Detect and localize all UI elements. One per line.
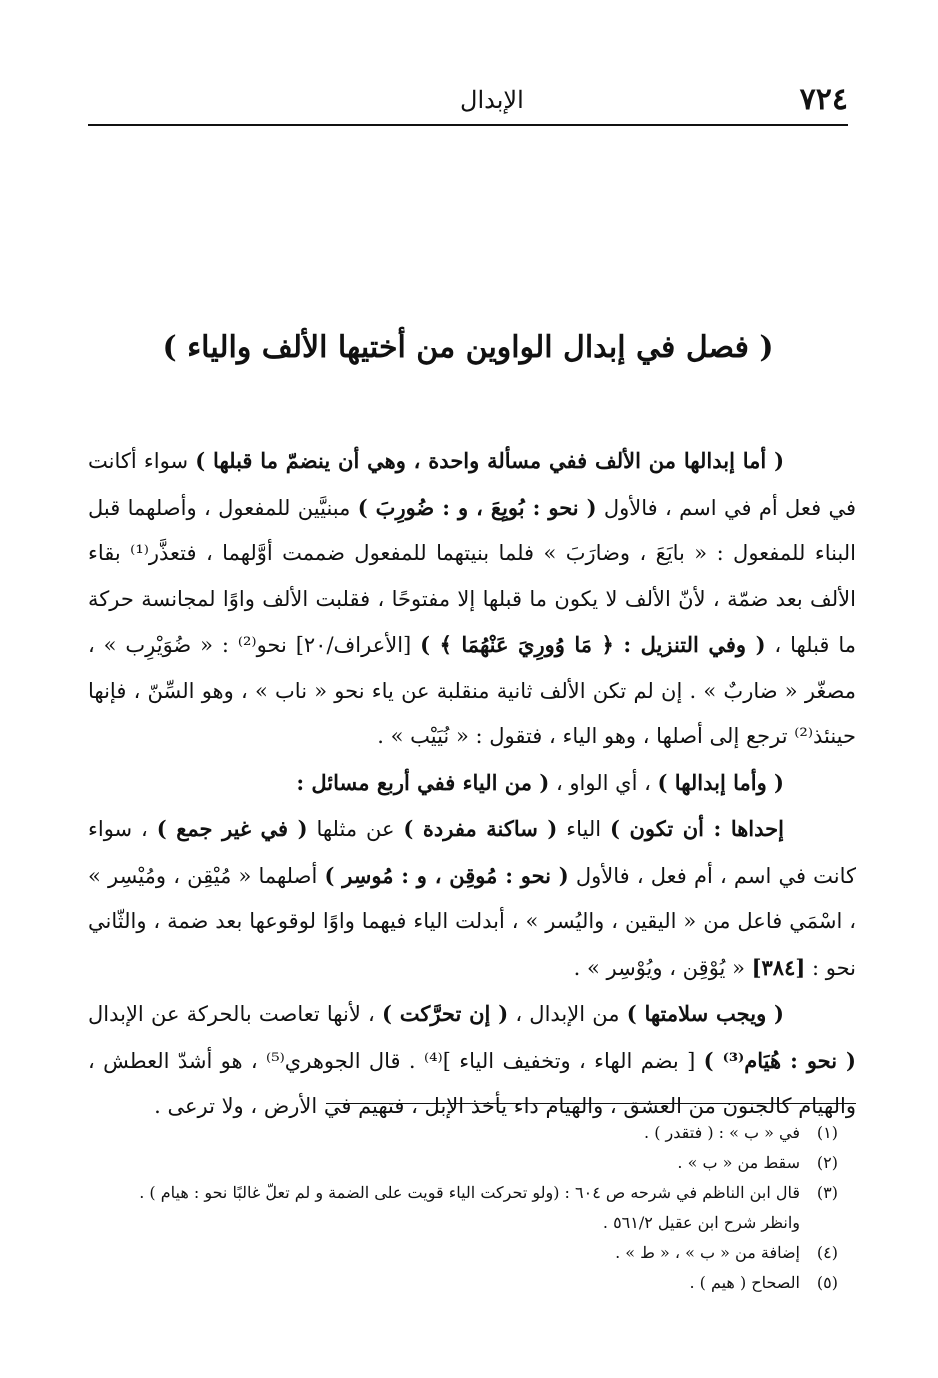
main-text xyxy=(88,438,856,1130)
footnote xyxy=(88,1238,856,1268)
running-title: الإبدال xyxy=(460,86,524,114)
footnote-number: (٣) xyxy=(816,1183,838,1202)
commentary-text: ، لأنها تعاصت بالحركة عن الإبدال xyxy=(88,1002,382,1026)
footnote-text: سقط من « ب » . xyxy=(677,1153,800,1172)
footnote-text: إضافة من « ب » ، « ط » . xyxy=(615,1243,800,1262)
footnote xyxy=(88,1268,856,1298)
matn-text: ( نحو : بُويِعَ ، و : ضُورِبَ ) xyxy=(357,494,597,520)
footnote xyxy=(88,1118,856,1148)
matn-text: ( أما إبدالها من الألف ففي مسألة واحدة ، وهي أن ينضمّ ما قبلها ) xyxy=(195,448,785,473)
matn-text: إحداها : أن تكون ) xyxy=(609,816,784,841)
paragraph-2 xyxy=(88,760,856,807)
matn-text: ( نحو : مُوقِن ، و : مُوسِر ) xyxy=(324,862,569,888)
footnote-number: (١) xyxy=(816,1123,838,1142)
footnote-text: الصحاح ( هيم ) . xyxy=(689,1273,800,1292)
footnote-text: قال ابن الناظم في شرحه ص ٦٠٤ : (ولو تحركت الياء قويت على الضمة و لم تعلّ غالبًا نحو : هيام ) . xyxy=(139,1183,800,1202)
matn-text: ( نحو : هُيَام⁽³⁾ ) xyxy=(703,1047,856,1073)
page-header xyxy=(88,80,848,126)
footnote-divider xyxy=(326,1103,856,1104)
matn-text: ( من الياء ففي أربع مسائل : xyxy=(296,769,550,795)
page-number: ٧٢٤ xyxy=(799,82,848,117)
footnote-number: (٥) xyxy=(816,1273,838,1292)
footnotes xyxy=(88,1118,856,1298)
commentary-text: أصلهما « مُيْقِن ، ومُيْسِر » ، اسْمَي فاعل من « اليقين ، واليُسر » ، أبدلت الياء فيهما واوًا لوقوعها بعد ضمة ، والثّاني نحو : xyxy=(88,863,856,980)
matn-text: ( إن تحرَّكت ) xyxy=(381,1001,509,1026)
commentary-text: « يُوْقِن ، ويُوْسِر » . xyxy=(573,955,752,980)
commentary-text: من الإبدال ، xyxy=(508,1002,627,1026)
commentary-text: [ بضم الهاء ، وتخفيف الياء ]⁽⁴⁾ . قال الجوهري⁽⁵⁾ ، هو أشدّ العطش ، والهيام كالجنون من العشق ، والهيام داء يأخذ الإبل ، فتهيم في الأرض ، ولا ترعى . xyxy=(88,1048,856,1118)
footnote xyxy=(88,1178,856,1208)
footnote-continuation: وانظر شرح ابن عقيل ٥٦١/٢ . xyxy=(602,1213,800,1232)
chapter-title: ( فصل في إبدال الواوين من أختيها الألف والياء ) xyxy=(162,330,774,365)
paragraph-1 xyxy=(88,438,856,760)
commentary-text: ، سواء كانت في اسم ، أم فعل ، فالأول xyxy=(88,817,857,888)
commentary-text: سواء أكانت في فعل أم في اسم ، فالأول xyxy=(88,449,857,520)
commentary-text: ، أي الواو ، xyxy=(549,770,658,795)
matn-text: ( ساكنة مفردة ) xyxy=(403,816,558,841)
matn-text: ( ويجب سلامتها ) xyxy=(626,1001,784,1026)
footnote-number: (٤) xyxy=(816,1243,838,1262)
footnote xyxy=(88,1148,856,1178)
footnote-text: في « ب » : ( فتقدر ) . xyxy=(644,1123,800,1142)
matn-text: ( في غير جمع ) xyxy=(156,816,308,841)
commentary-text: مبنيَّين للمفعول ، وأصلهما قبل البناء للمفعول : « بايَعَ ، وضارَبَ » فلما بنيتهما للمفعول ضممت أوَّلهما ، فتعذَّر⁽¹⁾ بقاء الألف بعد ضمّة ، لأنّ الألف لا يكون ما قبلها إلا مفتوحًا ، فقلبت الألف واوًا لمجانسة حركة ما قبلها ، xyxy=(88,495,856,657)
commentary-text: [الأعراف/٢٠] نحو⁽²⁾ : « ضُوَيْرِب » ، مصغّر « ضاربٌ » . إن لم تكن الألف ثانية منقلبة عن ياء نحو « ناب » ، وهو السِّنّ ، فإنها حينئذ⁽²⁾ ترجع إلى أصلها ، وهو الياء ، فتقول : « نُيَيْب » . xyxy=(88,633,856,748)
manuscript-folio: [٣٨٤] xyxy=(751,954,806,980)
commentary-text: عن مثلها xyxy=(307,817,404,841)
paragraph-4 xyxy=(88,991,856,1130)
matn-text: ( وفي التنزيل : ﴿ مَا وُورِيَ عَنْهُمَا ﴾ ) xyxy=(420,632,766,657)
paragraph-3 xyxy=(88,806,856,991)
footnote-number: (٢) xyxy=(816,1153,838,1172)
commentary-text: الياء xyxy=(557,817,610,841)
matn-text: ( وأما إبدالها ) xyxy=(657,769,784,795)
